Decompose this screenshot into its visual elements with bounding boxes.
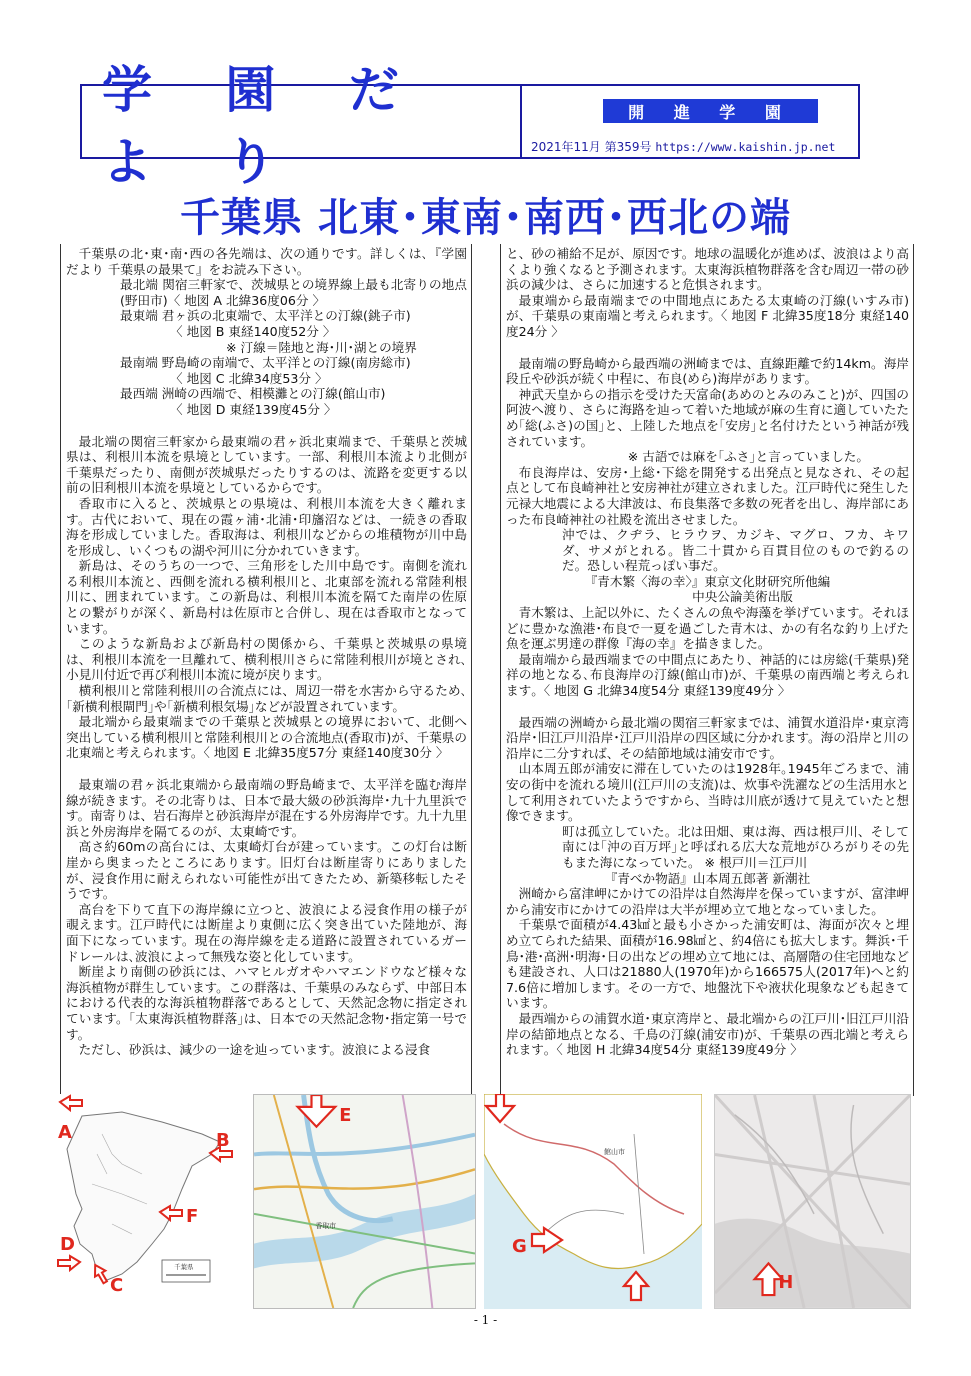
- footnote: ※ 汀線＝陸地と海･川･湖との境界: [226, 339, 417, 355]
- map-northeast-end: [253, 1094, 476, 1309]
- extreme-entry: 最南端 野島崎の南端で、太平洋との汀線(南房総市): [120, 355, 411, 371]
- extreme-entry: 最西端 洲崎の西端で、相模灘との汀線(館山市): [120, 386, 386, 402]
- map-label-a: A: [58, 1122, 72, 1143]
- paragraph: 香取市に入ると、茨城県との県境は、利根川本流を大きく離れます。古代において、現在の霞ヶ浦･北浦･印旛沼などは、一続きの香取海を形成していました。香取海は、利根川などからの堆積物が川中島を形成し、いくつもの湖や河川に分かれていきます。: [66, 495, 467, 558]
- quotation-source: 『青木繁〈海の幸〉』東京文化財研究所他編: [584, 573, 831, 589]
- page-number: - 1 -: [473, 1313, 498, 1327]
- map-reference: 〈 地図 B 東経140度52分 〉: [170, 323, 336, 339]
- paragraph: 最西端の洲崎から最北端の関宿三軒家までは、浦賀水道沿岸･東京湾沿岸･旧江戸川沿岸･江戸川沿岸の四区域に分かれます。海の沿岸と川の沿岸に二分すれば、その結節地域は浦安市です。: [506, 714, 909, 761]
- map-label-d: D: [60, 1234, 75, 1255]
- map-northwest-end: [714, 1094, 911, 1309]
- map-southwest-end: [484, 1094, 702, 1309]
- paragraph: 布良海岸は、安房･上総･下総を開発する出発点と見なされ、その起点として布良崎神社と安房神社が建立されました。江戸時代に発生した元禄大地震による大津波は、布良集落で多数の死者を出し、海岸部にあった布良崎神社の社殿を流出させました。: [506, 464, 909, 527]
- paragraph: 洲崎から富津岬にかけての沿岸は自然海岸を保っていますが、富津岬から浦安市にかけての沿岸は大半が埋め立て地となっていました。: [506, 886, 909, 917]
- map-e-svg: [254, 1095, 475, 1308]
- quotation-source: 『青べか物語』山本周五郎著 新潮社: [604, 870, 811, 886]
- paragraph: 千葉県の北･東･南･西の各先端は、次の通りです。詳しくは､『学園だより 千葉県の最果て』をお読み下さい。: [66, 246, 467, 277]
- paragraph: 高台を下りて直下の海岸線に立つと、波浪による浸食作用の様子が覗えます。江戸時代には断崖より東側に広く突き出ていた陸地が、海面下になっています。現在の海岸線を走る道路に設置されているガードレールは､波浪によって無残な姿と化しています。: [66, 901, 467, 964]
- paragraph: 高さ約60mの高台には、太東崎灯台が建っています。この灯台は断崖から奥まったところにあります。旧灯台は断崖寄りにありましたが、浸食作用に耐えられない可能性が出てきたため、新築移転したそうです。: [66, 839, 467, 902]
- quotation-publisher: 中央公論美術出版: [692, 589, 793, 605]
- paragraph: と、砂の補給不足が、原因です。地球の温暖化が進めば、波浪はより高くより強くなると予測されます。太東海浜植物群落を含む周辺一帯の砂浜の減少は、さらに加速すると危惧されます。: [506, 246, 909, 293]
- map-reference: 〈 地図 C 北緯34度53分 〉: [170, 370, 328, 386]
- quotation: 町は孤立していた。北は田畑、東は海、西は根戸川、そして南には｢沖の百万坪｣と呼ばれる広大な荒地がひろがりその先もまた海になっていた。 ※ 根戸川＝江戸川: [562, 823, 909, 870]
- map-label-h: H: [778, 1272, 794, 1294]
- footnote: ※ 古語では麻を｢ふさ｣と言っていました。: [627, 449, 869, 465]
- extreme-entry: 最北端 関宿三軒家で、茨城県との境界線上最も北寄りの地点(野田市)〈 地図 A 北緯36度06分 〉: [120, 277, 467, 308]
- map-label-e: E: [339, 1104, 352, 1126]
- article-headline: 千葉県 北東･東南･南西･西北の端: [180, 195, 791, 241]
- map-label-f: F: [186, 1206, 199, 1227]
- map-legend-text: 千葉県: [174, 1263, 194, 1271]
- quotation: 沖では、クヂラ、ヒラウヲ、カジキ、マグロ、フカ、キワダ、サメがとれる。皆二十貫から百貫目位のもので釣るのだ。恐しい程荒っぽい事だ。: [562, 527, 909, 574]
- chiba-outline-svg: [52, 1094, 242, 1309]
- map-h-svg: [715, 1095, 910, 1308]
- paragraph: 青木繁は、上記以外に、たくさんの魚や海藻を挙げています。それほどに豊かな漁港･布良で一夏を過ごした青木は、かの有名な釣り上げた魚を運ぶ男達の群像『海の幸』を描きました。: [506, 605, 909, 652]
- paragraph: 最北端の関宿三軒家から最東端の君ヶ浜北東端まで、千葉県と茨城県は、利根川本流を県境としています。一部、利根川本流より北側が千葉県だったり、南側が茨城県だったりするのは、流路を変更する以前の旧利根川本流を県境としているからです。: [66, 433, 467, 496]
- masthead: [80, 59, 860, 191]
- map-chiba-outline: [52, 1094, 242, 1309]
- paragraph: 断崖より南側の砂浜には、ハマヒルガオやハマエンドウなど様々な海浜植物が群生しています。この群落は、千葉県のみならず、中部日本における代表的な海浜植物群落であるとして、天然記念物に指定されています。｢太東海浜植物群落｣は、日本での天然記念物･指定第一号です。: [66, 964, 467, 1042]
- map-e-place: 香取市: [315, 1221, 337, 1230]
- website-link[interactable]: https://www.kaishin.jp.net: [655, 140, 836, 154]
- paragraph: 最東端の君ヶ浜北東端から最南端の野島崎まで、太平洋を臨む海岸線が続きます。その北寄りは、日本で最大級の砂浜海岸･九十九里浜です。南寄りは、岩石海岸と砂浜海岸が混在する外房海岸です。九十九里浜と外房海岸を隔てるのが、太東崎です。: [66, 777, 467, 839]
- paragraph: 最北端から最東端までの千葉県と茨城県との境界において、北側へ突出している横利根川と常陸利根川との合流地点(香取市)が、千葉県の北東端と考えられます。〈 地図 E 北緯35度57分 東経140度30分 〉: [66, 714, 467, 761]
- paragraph: このような新島および新島村の関係から、千葉県と茨城県の県境は、利根川本流を一旦離れて、横利根川さらに常陸利根川が境とされ､小見川付近で再び利根川本流に境が戻ります。: [66, 636, 467, 683]
- map-label-g: G: [512, 1236, 527, 1257]
- article-column-right: [500, 244, 914, 1096]
- map-g-place: 館山市: [604, 1148, 625, 1156]
- map-label-b: B: [216, 1130, 230, 1151]
- paragraph: 最東端から最南端までの中間地点にあたる太東崎の汀線(いすみ市)が、千葉県の東南端と考えられます。〈 地図 F 北緯35度18分 東経140度24分 〉: [506, 292, 909, 339]
- paragraph: ただし、砂浜は、減少の一途を辿っています。波浪による浸食: [78, 1042, 431, 1058]
- issue-number: 2021年11月 第359号: [531, 140, 652, 154]
- map-g-svg: [484, 1094, 702, 1309]
- paragraph: 新島は、そのうちの一つで、三角形をした川中島です。南側を流れる利根川本流と、西側を流れる横利根川と、北東部を流れる常陸利根川に、囲まれています。この新島は、利根川本流を隔てた南岸の佐原との繋がりが深く、新島村は佐原市と合併し、現在は香取市となっています。: [66, 558, 467, 636]
- paragraph: 最南端から最西端までの中間点にあたり、神話的には房総(千葉県)発祥の地となる､布良海岸の汀線(館山市)が、千葉県の南西端と考えられます｡〈 地図 G 北緯34度54分 東経139度49分 〉: [506, 651, 909, 699]
- issue-info: [531, 138, 861, 155]
- map-label-c: C: [110, 1275, 124, 1296]
- newsletter-title: 学 園 だ よ り: [82, 86, 522, 157]
- map-reference: 〈 地図 D 東経139度45分 〉: [170, 401, 337, 417]
- paragraph: 横利根川と常陸利根川の合流点には、周辺一帯を水害から守るため､｢新横利根閘門｣や｢新横利根気場｣などが設置されています。: [66, 683, 467, 714]
- paragraph: 最南端の野島崎から最西端の洲崎までは、直線距離で約14km。海岸段丘や砂浜が続く中程に、布良(めら)海岸があります。: [506, 355, 909, 387]
- paragraph: 千葉県で面積が4.43㎢と最も小さかった浦安町は、海面が次々と埋め立てられた結果、面積が16.98㎢と、約4倍にも拡大します。舞浜･千鳥･港･高洲･明海･日の出などの埋め立て地には、高層階の住宅団地なども建設され、人口は21880人(1970年)から166575人(2017年)へと約7.6倍に増加します。その一方で、地盤沈下や液状化現象なども起きています。: [506, 917, 909, 1011]
- school-name-badge: 開 進 学 園: [603, 99, 818, 123]
- paragraph: 山本周五郎が浦安に滞在していたのは1928年｡1945年ごろまで、浦安の街中を流れる境川(江戸川の支流)は、炊事や洗濯などの生活用水として利用されていたようですから、当時は川底が透けて見えていたと想像できます。: [506, 761, 909, 824]
- extreme-entry: 最東端 君ヶ浜の北東端で、太平洋との汀線(銚子市): [120, 308, 411, 324]
- article-column-left: [60, 244, 472, 1096]
- paragraph: 最西端からの浦賀水道･東京湾岸と、最北端からの江戸川･旧江戸川沿岸の結節地点となる、千鳥の汀線(浦安市)が、千葉県の西北端と考えられます｡〈 地図 H 北緯34度54分 東経139度49分 〉: [506, 1010, 909, 1058]
- paragraph: 神武天皇からの指示を受けた天富命(あめのとみのみこと)が、四国の阿波へ渡り、さらに海路を辿って着いた地域が麻の生育に適していたため｢総(ふさ)の国｣と、上陸した地点を｢安房｣と名付けたという神話が残されています。: [506, 386, 909, 449]
